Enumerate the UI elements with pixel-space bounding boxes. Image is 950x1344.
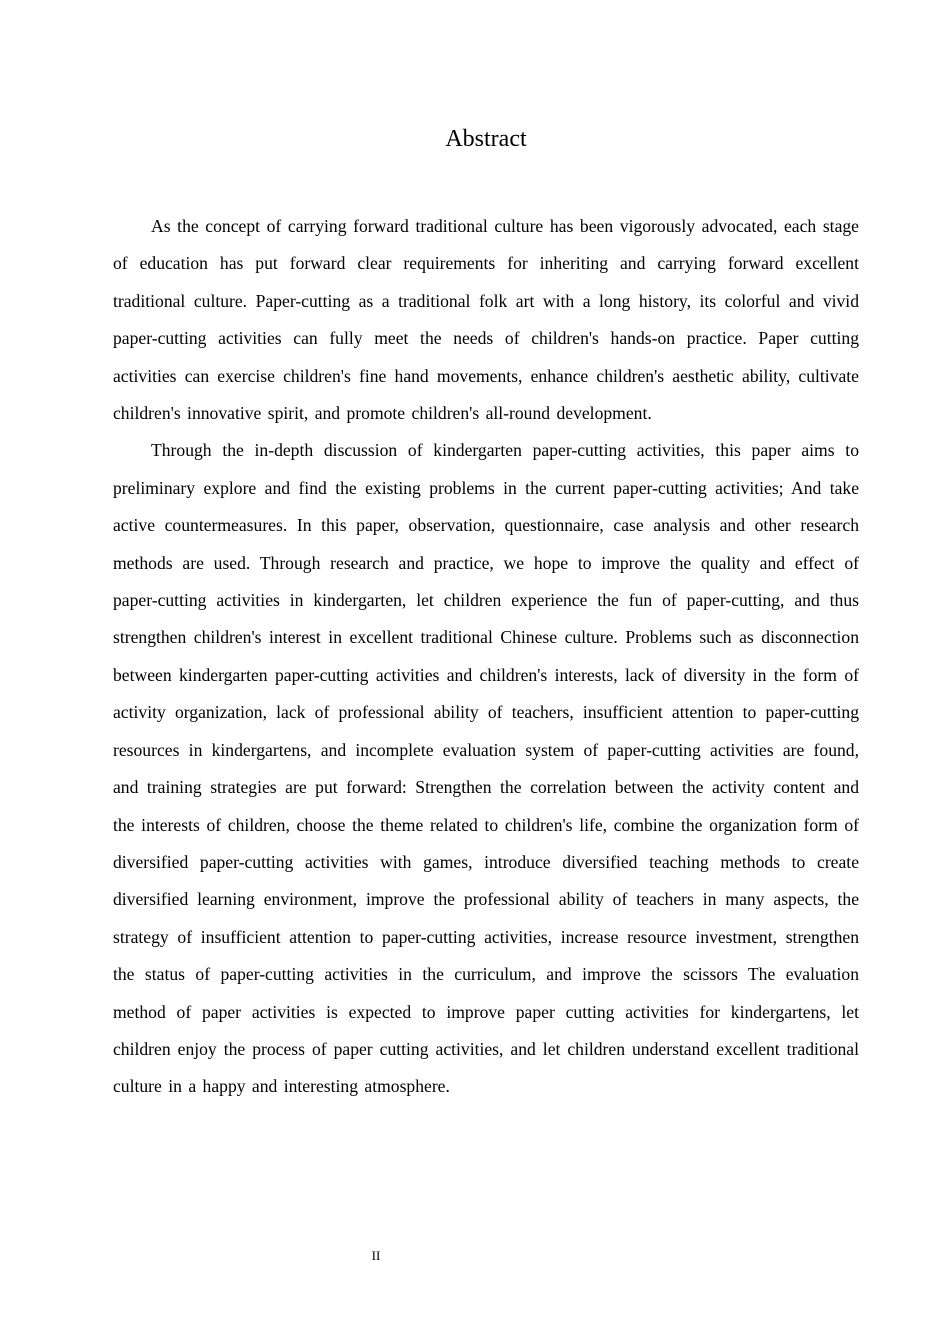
abstract-paragraph-2: Through the in-depth discussion of kindergarten paper-cutting activities, this paper aims to preliminary explore and find the existing problems in the current paper-cutting activities; And take active countermeasures. In this paper, observation, questionnaire, case analysis and other research methods are used. Through research and practice, we hope to improve the quality and effect of paper-cutting activities in kindergarten, let children experience the fun of paper-cutting, and thus strengthen children's interest in excellent traditional Chinese culture. Problems such as disconnection between kindergarten paper-cutting activities and children's interests, lack of diversity in the form of activity organization, lack of professional ability of teachers, insufficient attention to paper-cutting resources in kindergartens, and incomplete evaluation system of paper-cutting activities are found, and training strategies are put forward: Strengthen the correlation between the activity content and the interests of children, choose the theme related to children's life, combine the organization form of diversified paper-cutting activities with games, introduce diversified teaching methods to create diversified learning environment, improve the professional ability of teachers in many aspects, the strategy of insufficient attention to paper-cutting activities, increase resource investment, strengthen the status of paper-cutting activities in the curriculum, and improve the scissors The evaluation method of paper activities is expected to improve paper cutting activities for kindergartens, let children enjoy the process of paper cutting activities, and let children understand excellent traditional culture in a happy and interesting atmosphere. <box>113 440 859 1097</box>
abstract-body <box>113 208 859 1106</box>
page-title: Abstract <box>445 126 527 152</box>
page-number: II <box>371 1248 381 1263</box>
abstract-paragraph-1: As the concept of carrying forward traditional culture has been vigorously advocated, each stage of education has put forward clear requirements for inheriting and carrying forward excellent traditional culture. Paper-cutting as a traditional folk art with a long history, its colorful and vivid paper-cutting activities can fully meet the needs of children's hands-on practice. Paper cutting activities can exercise children's fine hand movements, enhance children's aesthetic ability, cultivate children's innovative spirit, and promote children's all-round development. <box>113 216 859 424</box>
